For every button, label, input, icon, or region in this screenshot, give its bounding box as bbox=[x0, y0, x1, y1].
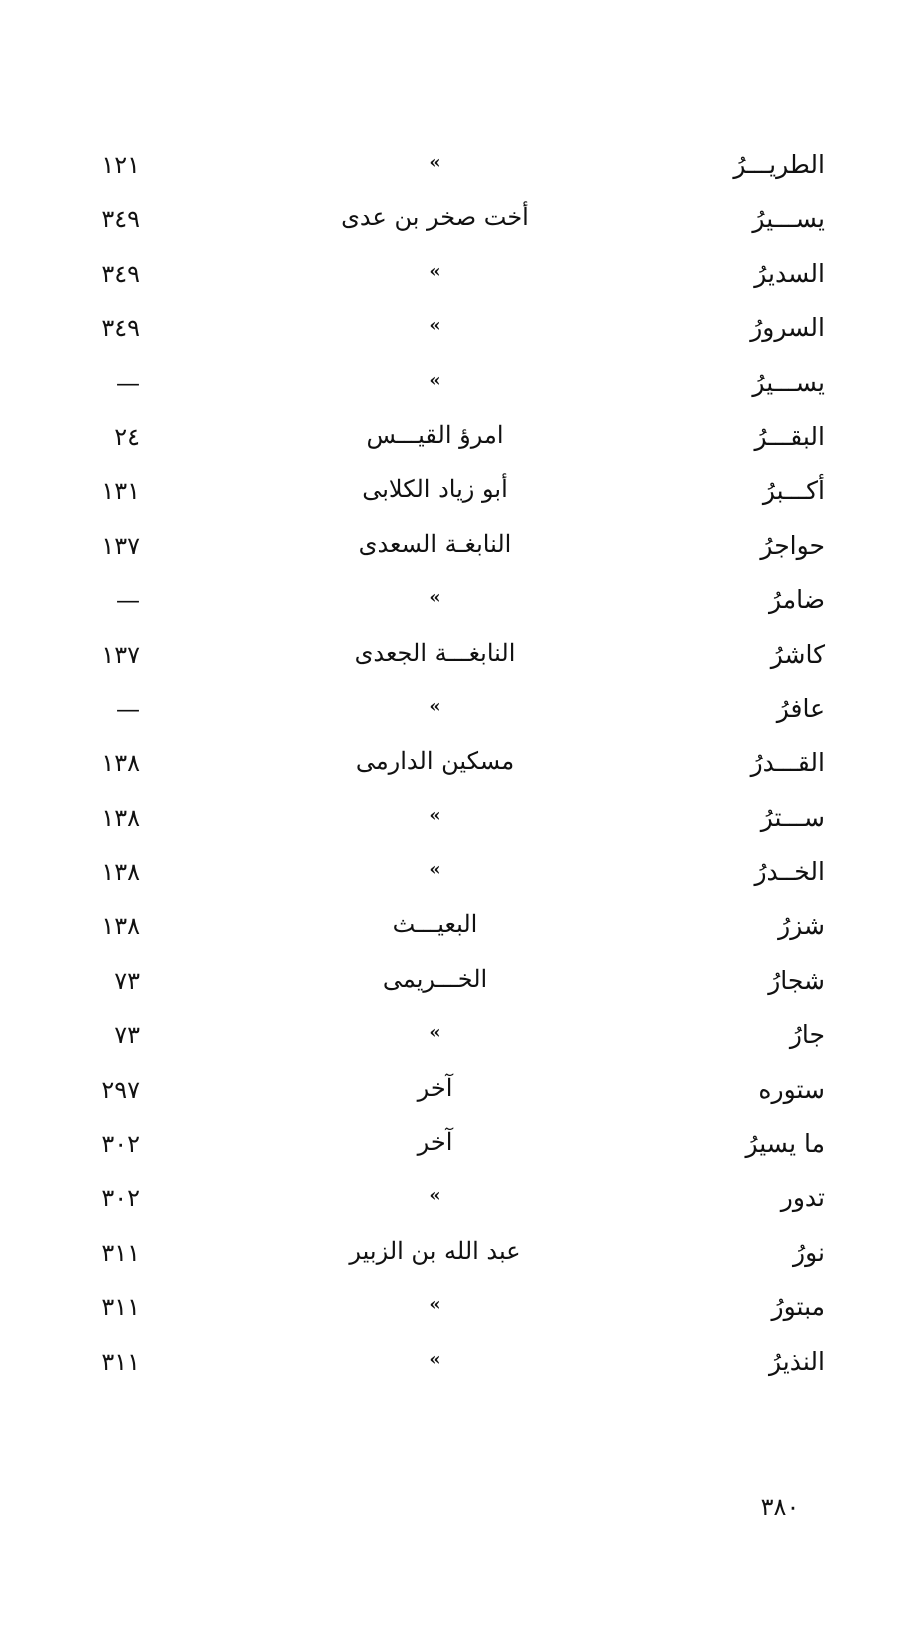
rhyme-word: كاشرُ bbox=[770, 639, 825, 669]
page-reference: ١٣٧ bbox=[101, 531, 140, 560]
rhyme-word: مبتورُ bbox=[771, 1292, 825, 1322]
index-row bbox=[40, 1171, 825, 1225]
index-row bbox=[40, 682, 825, 736]
index-row bbox=[40, 301, 825, 355]
rhyme-word: القـــدرُ bbox=[750, 748, 825, 778]
page-reference: ٣١١ bbox=[101, 1238, 140, 1267]
page-reference: ١٣٧ bbox=[101, 640, 140, 669]
poet-name: عبد الله بن الزبير bbox=[349, 1236, 521, 1265]
page-reference: ١٣٨ bbox=[101, 858, 140, 887]
rhyme-word: السرورُ bbox=[750, 313, 825, 343]
index-row bbox=[40, 1280, 825, 1334]
index-row bbox=[40, 791, 825, 845]
poet-name: » bbox=[429, 804, 441, 826]
index-row bbox=[40, 464, 825, 518]
poet-name: البعيـــث bbox=[392, 910, 478, 939]
rhyme-word: ستوره bbox=[758, 1074, 825, 1104]
poet-name: الخـــريمى bbox=[382, 964, 488, 993]
index-row bbox=[40, 736, 825, 790]
page-reference: ٣١١ bbox=[101, 1293, 140, 1322]
poet-name: » bbox=[429, 1348, 441, 1370]
index-row bbox=[40, 845, 825, 899]
index-row bbox=[40, 628, 825, 682]
page-reference: ٣٤٩ bbox=[101, 205, 140, 234]
rhyme-word: ســـترُ bbox=[760, 802, 825, 832]
page-reference: ١٣١ bbox=[101, 477, 140, 506]
poet-name: » bbox=[429, 695, 441, 717]
poet-name: امرؤ القيـــس bbox=[366, 420, 504, 449]
poet-name: النابغـة السعدى bbox=[358, 529, 512, 558]
rhyme-word: جارُ bbox=[789, 1020, 825, 1050]
page-reference: ١٣٨ bbox=[101, 803, 140, 832]
index-row bbox=[40, 1226, 825, 1280]
rhyme-word: شجارُ bbox=[768, 965, 825, 995]
page-reference: ٣١١ bbox=[101, 1347, 140, 1376]
index-row bbox=[40, 519, 825, 573]
rhyme-word: أكـــبرُ bbox=[762, 476, 825, 506]
page-reference: ٣٠٢ bbox=[101, 1130, 140, 1159]
rhyme-word: تدور bbox=[780, 1183, 825, 1213]
index-row bbox=[40, 1008, 825, 1062]
page-reference: ٣٤٩ bbox=[101, 314, 140, 343]
index-row bbox=[40, 1063, 825, 1117]
index-row bbox=[40, 410, 825, 464]
page-reference: ٣٤٩ bbox=[101, 259, 140, 288]
rhyme-word: شزرُ bbox=[778, 911, 825, 941]
page-reference: ٢٤ bbox=[114, 422, 140, 451]
index-row bbox=[40, 1335, 825, 1389]
rhyme-word: عافرُ bbox=[776, 693, 825, 723]
page-reference: ٣٠٢ bbox=[101, 1184, 140, 1213]
rhyme-word: الطريـــرُ bbox=[733, 150, 825, 179]
poet-name: أخت صخر بن عدى bbox=[341, 203, 529, 232]
rhyme-word: البقـــرُ bbox=[754, 421, 825, 451]
poet-name: » bbox=[429, 1022, 441, 1044]
page-reference: ٢٩٧ bbox=[101, 1075, 140, 1104]
poet-name: أبو زياد الكلابى bbox=[362, 475, 508, 504]
index-row bbox=[40, 247, 825, 301]
poet-name: النابغـــة الجعدى bbox=[354, 638, 516, 667]
page-reference: — bbox=[116, 368, 140, 397]
rhyme-word: يســـيرُ bbox=[752, 367, 825, 397]
poet-name: » bbox=[429, 859, 441, 881]
page-reference: ١٣٨ bbox=[101, 912, 140, 941]
page-reference: ١٢١ bbox=[101, 151, 140, 179]
page-reference: ٧٣ bbox=[114, 1021, 140, 1050]
page-reference: ٧٣ bbox=[114, 966, 140, 995]
poet-name: » bbox=[429, 1294, 441, 1316]
poet-name: آخر bbox=[417, 1128, 453, 1157]
poet-name: مسكين الدارمى bbox=[355, 747, 515, 776]
rhyme-word: الخــدرُ bbox=[754, 857, 825, 887]
index-row bbox=[40, 573, 825, 627]
rhyme-word: ما يسيرُ bbox=[745, 1129, 825, 1159]
poet-name: آخر bbox=[417, 1073, 453, 1102]
rhyme-word: نورُ bbox=[793, 1237, 825, 1267]
rhyme-word: حواجرُ bbox=[760, 530, 825, 560]
poet-name: » bbox=[429, 1185, 441, 1207]
poet-name: » bbox=[429, 315, 441, 337]
rhyme-word: يســـيرُ bbox=[752, 204, 825, 234]
index-row bbox=[40, 899, 825, 953]
rhyme-index-table bbox=[40, 138, 825, 1389]
index-row bbox=[40, 356, 825, 410]
index-row bbox=[40, 1117, 825, 1171]
poet-name: » bbox=[429, 587, 441, 609]
poet-name: » bbox=[429, 152, 441, 173]
page-reference: ١٣٨ bbox=[101, 749, 140, 778]
page-reference: — bbox=[116, 586, 140, 615]
poet-name: » bbox=[429, 260, 441, 282]
index-row bbox=[40, 954, 825, 1008]
index-row bbox=[40, 192, 825, 246]
rhyme-word: ضامرُ bbox=[768, 585, 825, 615]
footer-page-number: ٣٨٠ bbox=[760, 1493, 800, 1521]
index-row bbox=[40, 138, 825, 192]
rhyme-word: النذيرُ bbox=[769, 1346, 825, 1376]
poet-name: » bbox=[429, 369, 441, 391]
rhyme-word: السديرُ bbox=[754, 258, 825, 288]
page-reference: — bbox=[116, 694, 140, 723]
